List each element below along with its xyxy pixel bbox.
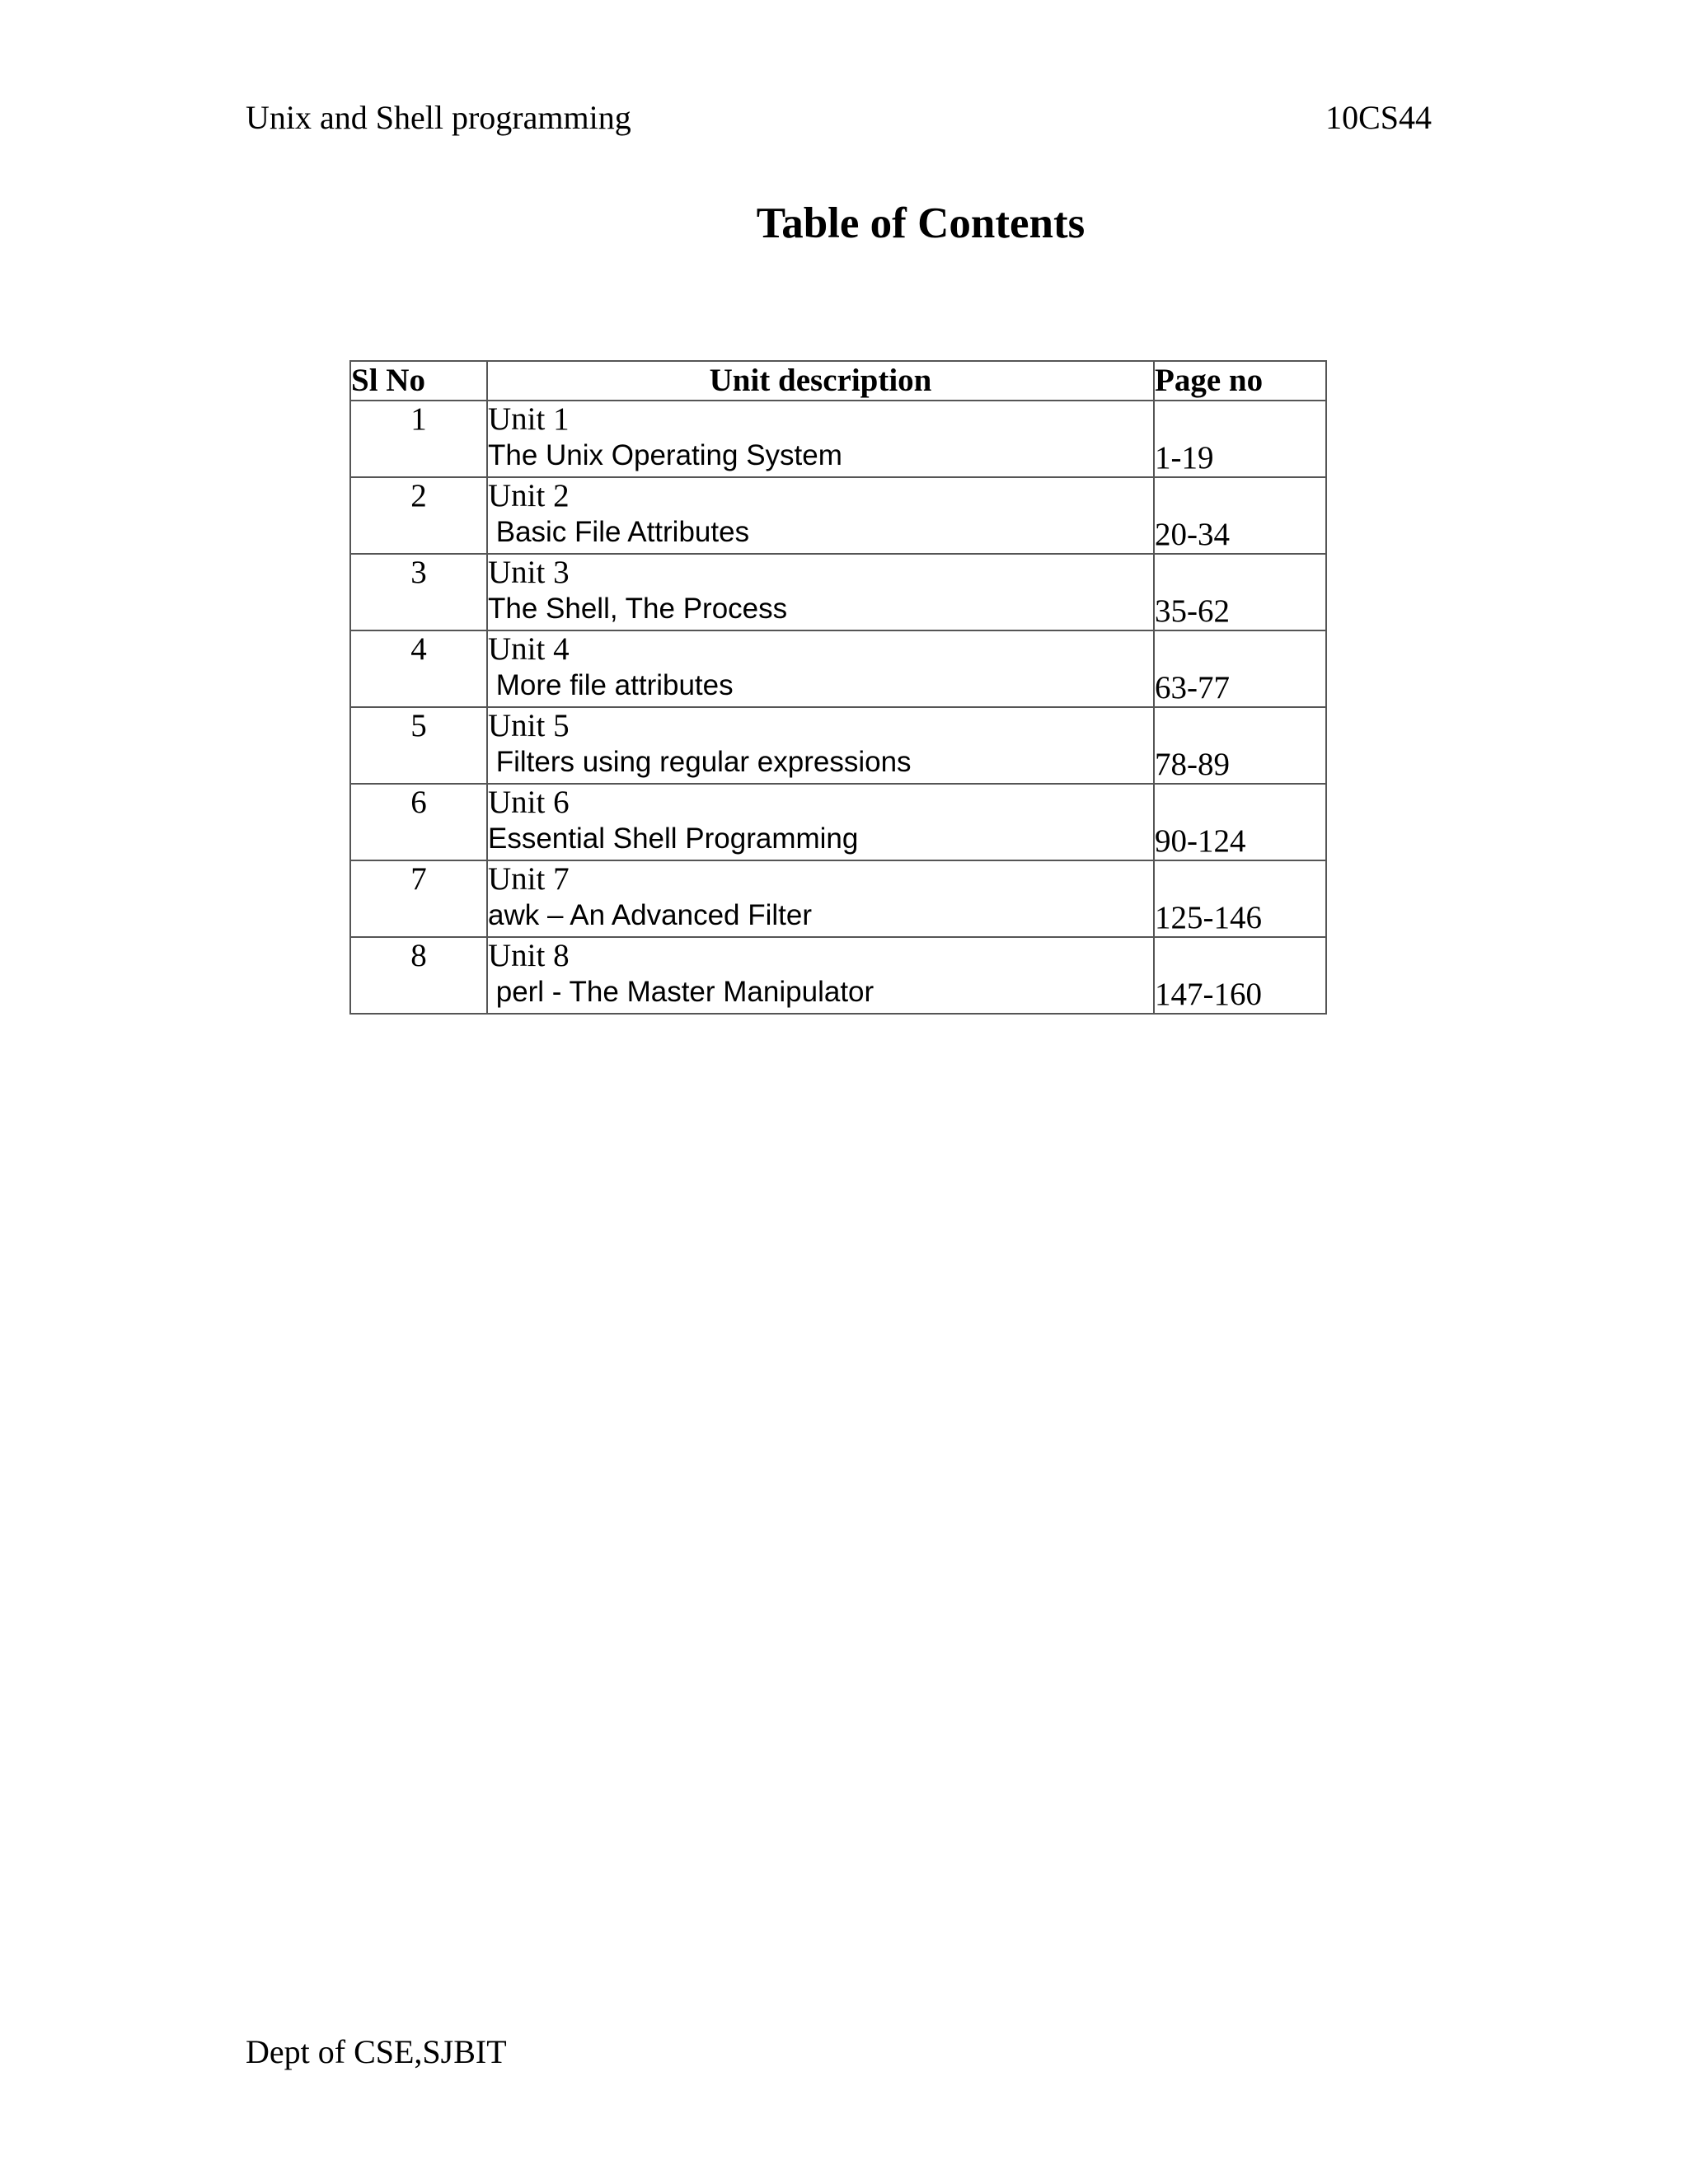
table-row bbox=[350, 477, 1326, 554]
column-header-unit-description: Unit description bbox=[487, 361, 1154, 401]
sl-no-cell: 7 bbox=[350, 860, 487, 937]
page-title: Table of Contents bbox=[756, 199, 1085, 247]
table-row bbox=[350, 707, 1326, 784]
unit-title: Basic File Attributes bbox=[488, 516, 750, 548]
unit-label: Unit 7 bbox=[488, 861, 570, 897]
column-header-sl-no: Sl No bbox=[350, 361, 487, 401]
unit-label: Unit 6 bbox=[488, 785, 570, 820]
unit-label: Unit 8 bbox=[488, 938, 570, 973]
unit-description-cell bbox=[487, 784, 1154, 860]
unit-title: Filters using regular expressions bbox=[488, 746, 912, 778]
unit-title: The Shell, The Process bbox=[488, 593, 788, 625]
unit-label: Unit 1 bbox=[488, 401, 570, 437]
footer-department: Dept of CSE,SJBIT bbox=[246, 2033, 507, 2070]
unit-title: The Unix Operating System bbox=[488, 439, 842, 471]
page-range-cell: 78-89 bbox=[1154, 707, 1326, 784]
page-range-cell: 20-34 bbox=[1154, 477, 1326, 554]
sl-no-cell: 5 bbox=[350, 707, 487, 784]
unit-title: perl - The Master Manipulator bbox=[488, 976, 874, 1008]
table-row bbox=[350, 401, 1326, 477]
sl-no-cell: 4 bbox=[350, 630, 487, 707]
table-row bbox=[350, 937, 1326, 1014]
sl-no-cell: 8 bbox=[350, 937, 487, 1014]
unit-title: More file attributes bbox=[488, 669, 734, 701]
unit-label: Unit 5 bbox=[488, 708, 570, 743]
sl-no-cell: 3 bbox=[350, 554, 487, 630]
unit-label: Unit 4 bbox=[488, 631, 570, 667]
page-range-cell: 147-160 bbox=[1154, 937, 1326, 1014]
unit-description-cell bbox=[487, 860, 1154, 937]
page-range-cell: 35-62 bbox=[1154, 554, 1326, 630]
unit-description-cell bbox=[487, 630, 1154, 707]
sl-no-cell: 6 bbox=[350, 784, 487, 860]
unit-description-cell bbox=[487, 937, 1154, 1014]
page-range-cell: 63-77 bbox=[1154, 630, 1326, 707]
header-course-title: Unix and Shell programming bbox=[246, 99, 631, 136]
unit-description-cell bbox=[487, 477, 1154, 554]
unit-label: Unit 3 bbox=[488, 555, 570, 590]
unit-title: Essential Shell Programming bbox=[488, 823, 859, 855]
page-range-cell: 90-124 bbox=[1154, 784, 1326, 860]
table-row bbox=[350, 860, 1326, 937]
unit-label: Unit 2 bbox=[488, 478, 570, 513]
unit-description-cell bbox=[487, 707, 1154, 784]
sl-no-cell: 1 bbox=[350, 401, 487, 477]
unit-description-cell bbox=[487, 401, 1154, 477]
unit-title: awk – An Advanced Filter bbox=[488, 899, 812, 931]
column-header-page-no: Page no bbox=[1154, 361, 1326, 401]
page-range-cell: 1-19 bbox=[1154, 401, 1326, 477]
table-row bbox=[350, 554, 1326, 630]
table-row bbox=[350, 784, 1326, 860]
contents-table bbox=[349, 360, 1327, 1015]
table-header-row bbox=[350, 361, 1326, 401]
page-range-cell: 125-146 bbox=[1154, 860, 1326, 937]
header-course-code: 10CS44 bbox=[1325, 99, 1432, 136]
sl-no-cell: 2 bbox=[350, 477, 487, 554]
unit-description-cell bbox=[487, 554, 1154, 630]
table-row bbox=[350, 630, 1326, 707]
